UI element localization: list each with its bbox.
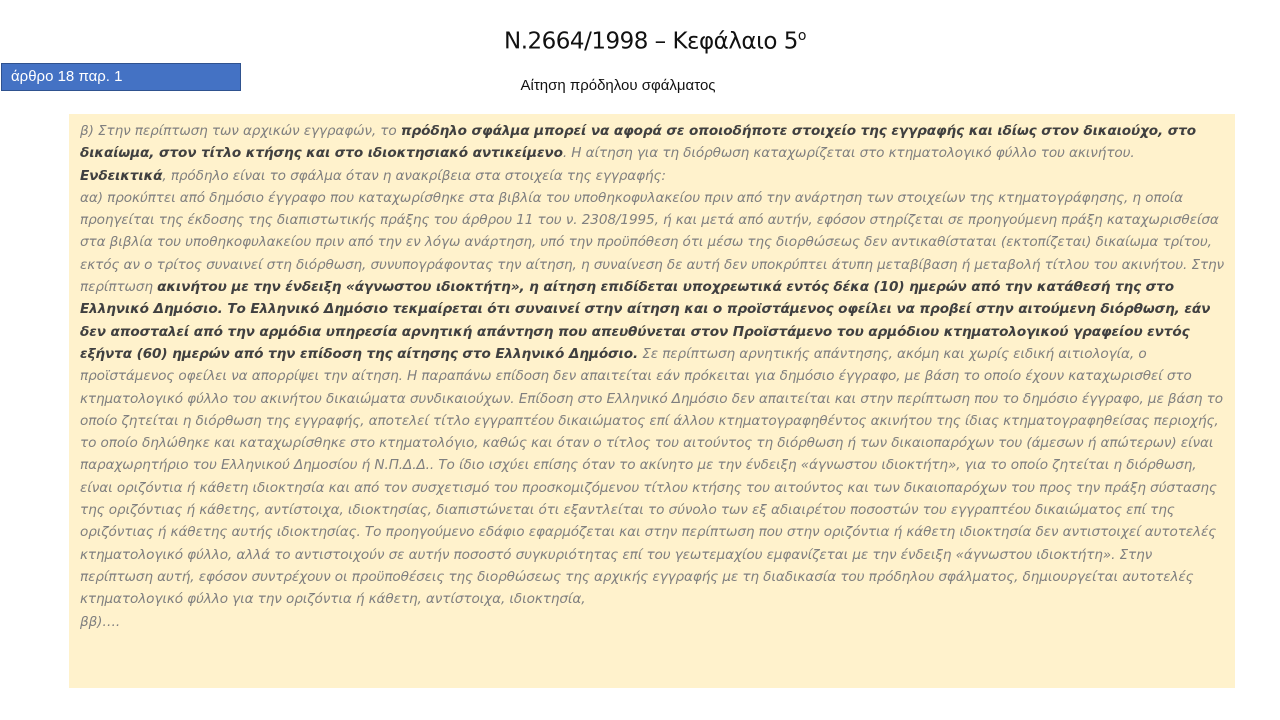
page-subtitle: Αίτηση πρόδηλου σφάλματος <box>520 77 716 94</box>
article-reference-label: άρθρο 18 παρ. 1 <box>11 68 123 85</box>
bold-text-run: Ενδεικτικά <box>80 167 163 184</box>
text-run: αα) προκύπτει από δημόσιο έγγραφο που καταχωρίσθηκε στα βιβλία του υποθηκοφυλακείου πριν από την ανάρτηση των στοιχείων της κτηματογράφησης, η οποία προηγείται της έκδοσης της διαπιστωτικής πράξης του άρθρου 11 του ν. 2308/1995, ή και μετά από αυτήν, εφόσον στηρίζεται σε προηγούμενη πράξη καταχωρισθείσα στα βιβλία του υποθηκοφυλακείου πριν από την εν λόγω ανάρτηση, υπό την προϋπόθεση ότι μέσω της διορθώσεως δεν αντικαθίσταται (εκτοπίζεται) δικαίωμα τρίτου, εκτός αν ο τρίτος συναινεί στη διόρθωση, συνυπογράφοντας την αίτηση, η συναίνεση δε αυτή δεν υποκρύπτει άτυπη μεταβίβαση ή μεταβολή τίτλου του ακινήτου. Στην περίπτωση <box>80 189 1225 296</box>
paragraph-beta-beta: ββ)…. <box>80 613 121 630</box>
legal-text-box <box>69 114 1235 688</box>
paragraph-alpha-alpha <box>80 187 1225 611</box>
bold-text-run: ακινήτου με την ένδειξη «άγνωστου ιδιοκτήτη», η αίτηση επιδίδεται υποχρεωτικά εντός δέκα (10) ημερών από την κατάθεσή της στο Ελληνικό Δημόσιο. Το Ελληνικό Δημόσιο τεκμαίρεται ότι συναινεί στην αίτηση και ο προϊστάμενος οφείλει να προβεί στην αιτούμενη διόρθωση, εάν δεν αποσταλεί από την αρμόδια υπηρεσία αρνητική απάντηση που απευθύνεται στον Προϊστάμενο του αρμόδιου κτηματολογικού γραφείου εντός εξήντα (60) ημερών από την επίδοση της αίτησης στο Ελληνικό Δημόσιο. <box>80 279 1211 362</box>
text-run: Σε περίπτωση αρνητικής απάντησης, ακόμη και χωρίς ειδική αιτιολογία, ο προϊστάμενος οφείλει να απορρίψει την αίτηση. Η παραπάνω επίδοση δεν απαιτείται εάν πρόκειται για δημόσιο έγγραφο, με βάση το οποίο έχουν καταχωρισθεί στο κτηματολογικό φύλλο του ακινήτου δικαιώματα συνδικαιούχων. Επίδοση στο Ελληνικό Δημόσιο δεν απαιτείται και στην περίπτωση που το δημόσιο έγγραφο, με βάση το οποίο ζητείται η διόρθωση της εγγραφής, αποτελεί τίτλο εγγραπτέου δικαιώματος επί άλλου κτηματογραφηθέντος ακινήτου της ίδιας κτηματογραφηθείσας περιοχής, το οποίο δηλώθηκε και καταχωρίσθηκε στο κτηματολόγιο, καθώς και όταν ο τίτλος του αιτούντος τη διόρθωση ή των δικαιοπαρόχων του (άμεσων ή απώτερων) είναι παραχωρητήριο του Ελληνικού Δημοσίου ή Ν.Π.Δ.Δ.. Το ίδιο ισχύει επίσης όταν το ακίνητο με την ένδειξη «άγνωστου ιδιοκτήτη», για το οποίο ζητείται η διόρθωση, είναι οριζόντια ή κάθετη ιδιοκτησία και από τον συσχετισμό του προσκομιζόμενου τίτλου κτήσης του αιτούντος και των δικαιοπαρόχων του προς την πράξη σύστασης της οριζόντιας ή κάθετης, αντίστοιχα, ιδιοκτησίας, διαπιστώνεται ότι εξαντλείται το σύνολο των εξ αδιαιρέτου ποσοστών του εγγραπτέου δικαιώματος επί της οριζόντιας ή κάθετης αυτής ιδιοκτησίας. Το προηγούμενο εδάφιο εφαρμόζεται και στην περίπτωση που στην οριζόντια ή κάθετη ιδιοκτησία δεν αντιστοιχεί αυτοτελές κτηματολογικό φύλλο, αλλά το αντιστοιχούν σε αυτήν ποσοστό συγκυριότητας επί του γεωτεμαχίου εμφανίζεται με την ένδειξη «άγνωστου ιδιοκτήτη». Στην περίπτωση αυτή, εφόσον συντρέχουν οι προϋποθέσεις της διορθώσεως της αρχικής εγγραφής με τη διαδικασία του πρόδηλου σφάλματος, δημιουργείται αυτοτελές κτηματολογικό φύλλο για την οριζόντια ή κάθετη, αντίστοιχα, ιδιοκτησία, <box>80 345 1223 608</box>
page-title <box>0 28 1280 55</box>
paragraph-beta <box>80 120 1225 165</box>
title-text: Ν.2664/1998 – Κεφάλαιο 5 <box>504 28 798 55</box>
text-run: β) Στην περίπτωση των αρχικών εγγραφών, το <box>80 123 401 139</box>
text-run: . Η αίτηση για τη διόρθωση καταχωρίζεται στο κτηματολογικό φύλλο του ακινήτου. <box>562 145 1135 162</box>
paragraph-indicative <box>80 165 1225 187</box>
bold-text-run: πρόδηλο σφάλμα μπορεί να αφορά σε οποιοδήποτε στοιχείο της εγγραφής και ιδίως στον δικαιούχο, στο δικαίωμα, στον τίτλο κτήσης και στο ιδιοκτησιακό αντικείμενο <box>80 123 1197 162</box>
title-superscript: ο <box>797 28 806 44</box>
text-run: , πρόδηλο είναι το σφάλμα όταν η ανακρίβεια στα στοιχεία της εγγραφής: <box>162 167 666 184</box>
